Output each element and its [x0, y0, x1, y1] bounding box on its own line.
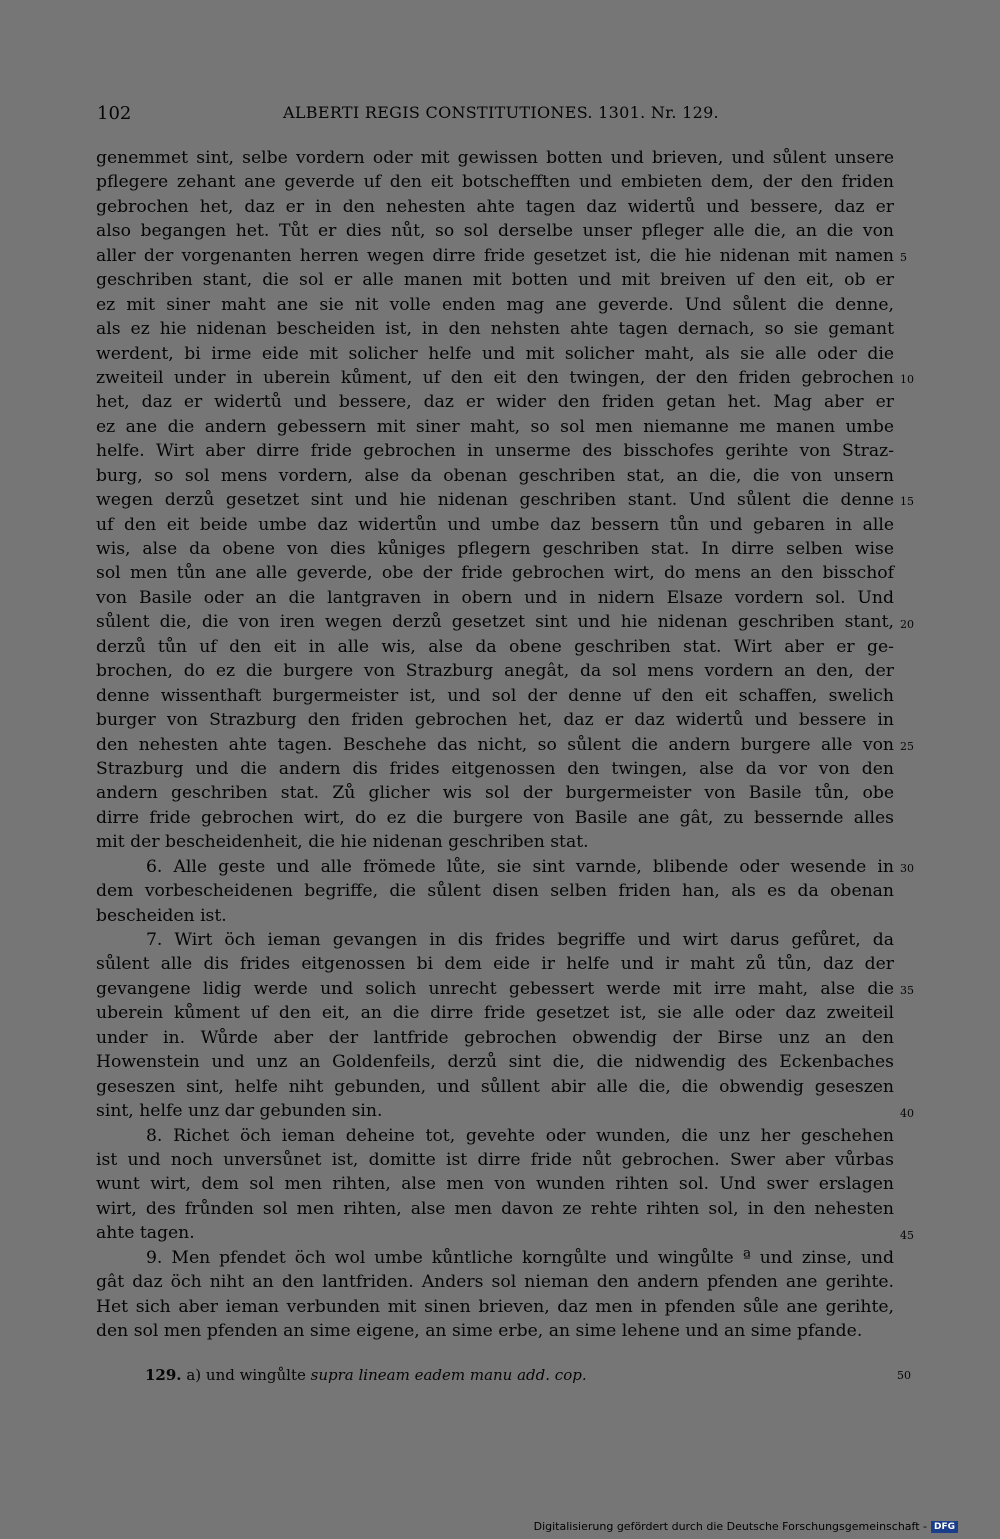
footnote-margin-number: 50: [897, 1369, 911, 1382]
text-line: derzů tůn uf den eit in alle wis, alse da obene geschriben stat. Wirt aber er ge-: [96, 636, 894, 657]
text-line: zweiteil under in uberein kůment, uf den eit den twingen, der den friden gebrochen: [96, 367, 894, 388]
text-line: dirre fride gebrochen wirt, do ez die burgere von Basile ane gât, zu bessernde alles: [96, 807, 894, 828]
text-line: pflegere zehant ane geverde uf den eit botschefften und embieten dem, der den friden: [96, 172, 894, 193]
footnote: [145, 1366, 587, 1384]
margin-line-number: 20: [900, 617, 914, 631]
text-line: den nehesten ahte tagen. Beschehe das nicht, so sůlent die andern burgere alle von: [96, 734, 894, 755]
margin-line-number: 15: [900, 495, 914, 509]
margin-line-number: 25: [900, 739, 914, 753]
text-line: gât daz öch niht an den lantfriden. Anders sol nieman den andern pfenden ane gerihte.: [96, 1272, 894, 1293]
text-line: aller der vorgenanten herren wegen dirre fride gesetzet ist, die hie nidenan mit namen: [96, 245, 894, 266]
text-line: also begangen het. Tůt er dies nůt, so sol derselbe unser pfleger alle die, an die von: [96, 221, 894, 242]
footnote-marker: a): [186, 1366, 202, 1384]
dfg-logo: DFG: [931, 1521, 958, 1533]
text-line: von Basile oder an die lantgraven in obern und in nidern Elsaze vordern sol. Und: [96, 587, 894, 608]
text-line: 9. Men pfendet öch wol umbe kůntliche korngůlte und wingůlte ª und zinse, und: [146, 1247, 894, 1268]
text-line: geschriben stant, die sol er alle manen mit botten und mit breiven uf den eit, ob er: [96, 270, 894, 291]
margin-line-number: 30: [900, 862, 914, 876]
text-line: het, daz er widertů und bessere, daz er wider den friden getan het. Mag aber er: [96, 392, 894, 413]
text-line: under in. Wůrde aber der lantfride gebrochen obwendig der Birse unz an den: [96, 1027, 894, 1048]
text-line: werdent, bi irme eide mit solicher helfe und mit solicher maht, als sie alle oder die: [96, 343, 894, 364]
text-line: 7. Wirt öch ieman gevangen in dis frides begriffe und wirt darus gefůret, da: [146, 930, 894, 950]
footnote-lemma: und wingůlte: [205, 1366, 306, 1384]
text-line: 8. Richet öch ieman deheine tot, gevehte oder wunden, die unz her geschehen: [146, 1125, 894, 1146]
text-line: wis, alse da obene von dies kůniges pflegern geschriben stat. In dirre selben wise: [96, 539, 894, 559]
text-line: sůlent die, die von iren wegen derzů gesetzet sint und hie nidenan geschriben stant,: [96, 612, 894, 633]
text-line: andern geschriben stat. Zů glicher wis sol der burgermeister von Basile tůn, obe: [96, 783, 894, 804]
text-line: Het sich aber ieman verbunden mit sinen brieven, daz men in pfenden sůle ane gerihte,: [96, 1296, 894, 1317]
running-header: ALBERTI REGIS CONSTITUTIONES. 1301. Nr. 129.: [283, 103, 719, 122]
text-line: 6. Alle geste und alle frömede lůte, sie sint varnde, blibende oder wesende in: [146, 856, 894, 877]
text-line: ist und noch unversůnet ist, domitte ist dirre fride nůt gebrochen. Swer aber vůrbas: [96, 1149, 894, 1170]
text-line: ez ane die andern gebessern mit siner maht, so sol men niemanne me manen umbe: [96, 416, 894, 437]
margin-line-number: 45: [900, 1228, 914, 1242]
text-line: geseszen sint, helfe niht gebunden, und sůllent abir alle die, die obwendig geseszen: [96, 1076, 894, 1097]
text-line: brochen, do ez die burgere von Strazburg anegât, da sol mens vordern an den, der: [96, 661, 894, 682]
text-line: als ez hie nidenan bescheiden ist, in den nehsten ahte tagen dernach, so sie gemant: [96, 319, 894, 340]
text-line: uberein kůment uf den eit, an die dirre fride gesetzet ist, sie alle oder daz zweiteil: [96, 1003, 894, 1024]
text-line: sol men tůn ane alle geverde, obe der fride gebrochen wirt, do mens an den bisschof: [96, 563, 894, 584]
text-line: ez mit siner maht ane sie nit volle enden mag ane geverde. Und sůlent die denne,: [96, 294, 894, 315]
text-line: burger von Strazburg den friden gebrochen het, daz er daz widertů und bessere in: [96, 710, 894, 731]
text-line: burg, so sol mens vordern, alse da obenan geschriben stat, an die, die von unsern: [96, 465, 894, 486]
text-line: Strazburg und die andern dis frides eitgenossen den twingen, alse da vor von den: [96, 758, 894, 779]
page-number: 102: [97, 103, 132, 124]
text-line: helfe. Wirt aber dirre fride gebrochen in unserme des bisschofes gerihte von Straz-: [96, 441, 894, 462]
margin-line-number: 10: [900, 373, 914, 387]
digitization-credit: [534, 1520, 958, 1533]
margin-line-number: 5: [900, 250, 907, 264]
text-line: dem vorbescheidenen begriffe, die sůlent disen selben friden han, als es da obenan: [96, 881, 894, 902]
footnote-comment: supra lineam eadem manu add. cop.: [310, 1366, 587, 1384]
text-line: wegen derzů gesetzet sint und hie nidenan geschriben stant. Und sůlent die denne: [96, 490, 894, 511]
body-text: [96, 146, 894, 1343]
text-line: wirt, des frůnden sol men rihten, alse men davon ze rehte rihten sol, in den nehesten: [96, 1198, 894, 1219]
text-line: Howenstein und unz an Goldenfeils, derzů sint die, die nidwendig des Eckenbaches: [96, 1052, 894, 1073]
text-line: uf den eit beide umbe daz widertůn und umbe daz bessern tůn und gebaren in alle: [96, 514, 894, 535]
text-line: gevangene lidig werde und solich unrecht gebessert werde mit irre maht, alse die: [96, 978, 894, 999]
text-line: ahte tagen.: [96, 1223, 195, 1244]
text-line: sůlent alle dis frides eitgenossen bi dem eide ir helfe und ir maht zů tůn, daz der: [96, 954, 894, 975]
text-line: genemmet sint, selbe vordern oder mit gewissen botten und brieven, und sůlent unsere: [96, 148, 894, 168]
credit-text: Digitalisierung gefördert durch die Deutsche Forschungsgemeinschaft -: [533, 1520, 927, 1533]
text-line: gebrochen het, daz er in den nehesten ahte tagen daz widertů und bessere, daz er: [96, 196, 894, 217]
text-line: wunt wirt, dem sol men rihten, alse men von wunden rihten sol. Und swer erslagen: [96, 1174, 894, 1195]
text-line: sint, helfe unz dar gebunden sin.: [96, 1101, 383, 1122]
text-line: den sol men pfenden an sime eigene, an sime erbe, an sime lehene und an sime pfande.: [96, 1321, 863, 1341]
margin-line-number: 35: [900, 984, 914, 998]
text-line: bescheiden ist.: [96, 905, 227, 926]
text-line: denne wissenthaft burgermeister ist, und sol der denne uf den eit schaffen, swelich: [96, 685, 894, 706]
margin-line-number: 40: [900, 1106, 914, 1120]
footnote-number: 129.: [145, 1366, 182, 1384]
text-line: mit der bescheidenheit, die hie nidenan geschriben stat.: [96, 832, 589, 853]
